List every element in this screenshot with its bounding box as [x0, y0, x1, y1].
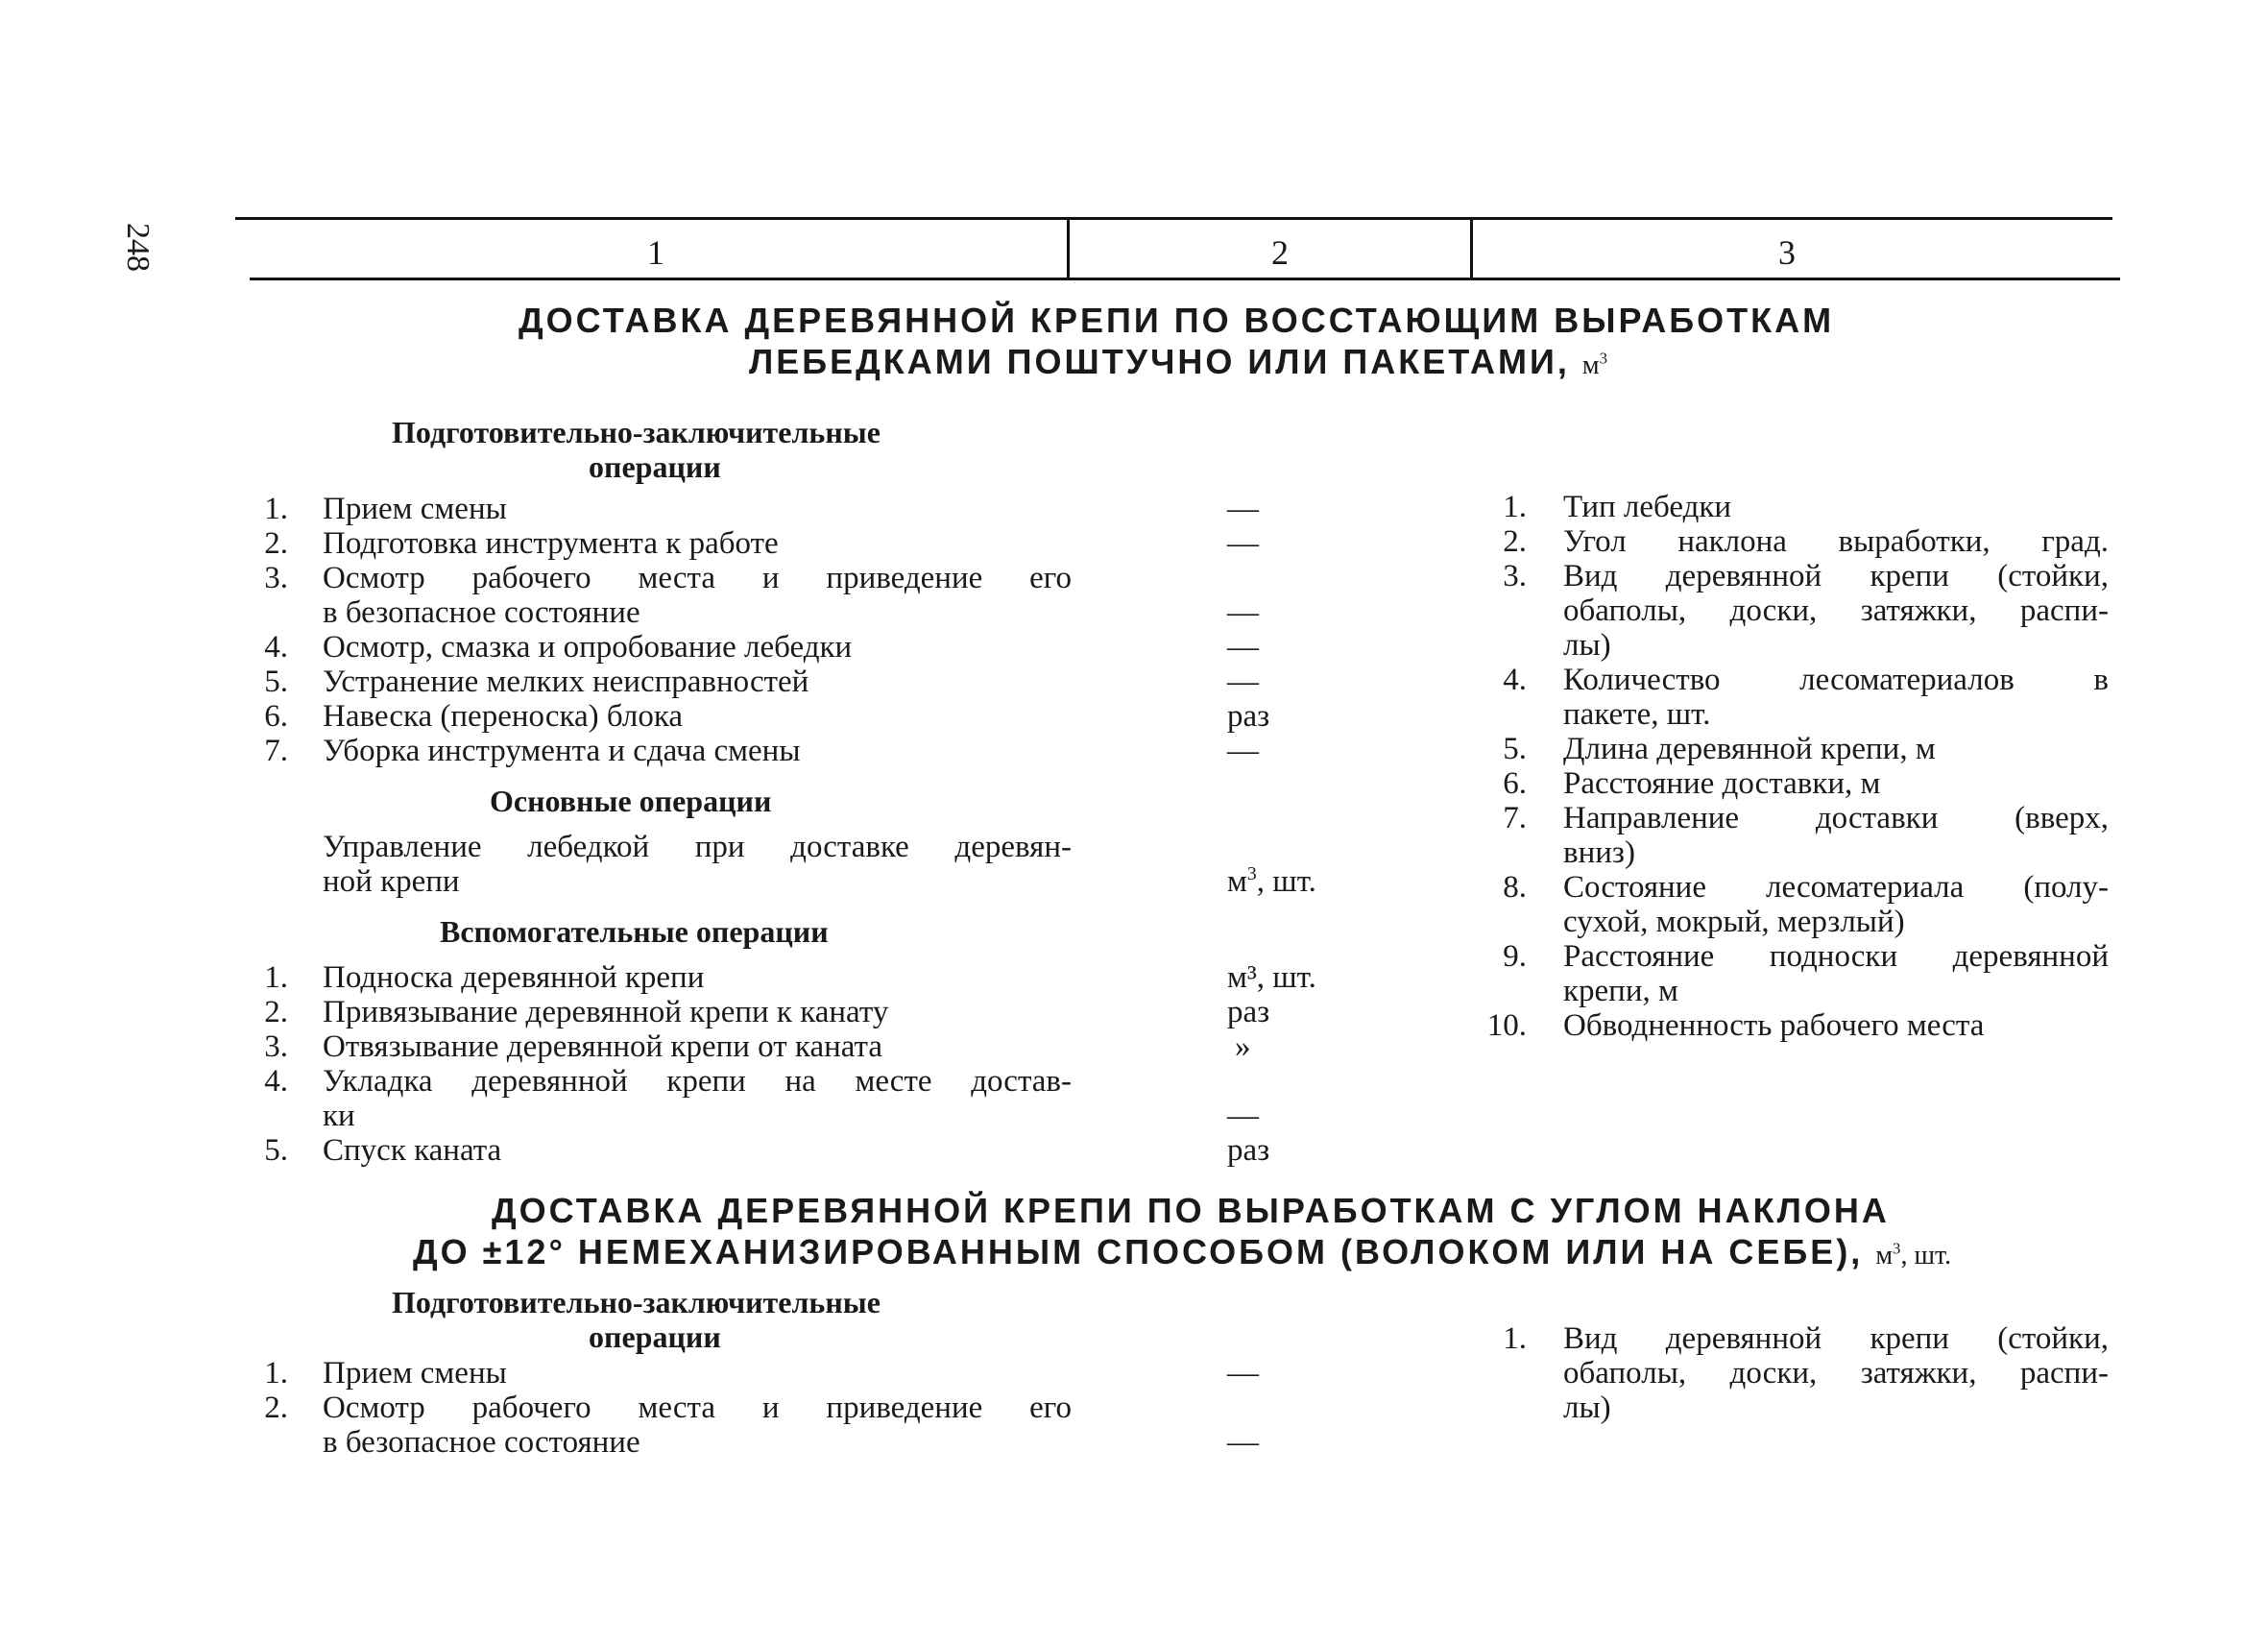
- section1-aux-heading: Вспомогательные операции: [440, 914, 829, 949]
- s1-aux-measure-2: раз: [1227, 995, 1270, 1029]
- s1-main-text-a: Управление лебедкой при доставке деревян-: [323, 830, 1072, 864]
- s1-prep-text-1: Прием смены: [323, 492, 507, 526]
- section2-prep-heading-line1: Подготовительно-заключительные: [392, 1285, 881, 1319]
- s2-factor-num-1: 1.: [1503, 1321, 1527, 1356]
- s1-factor-num-8: 8.: [1503, 870, 1527, 905]
- s1-main-text-b: ной крепи: [323, 864, 460, 899]
- section2-title-unit: $м^3$, шт.: [1875, 1239, 1952, 1270]
- section1-prep-heading-line2: операции: [589, 449, 721, 484]
- column-header-3: 3: [1778, 233, 1796, 272]
- s1-factor-text-4b: пакете, шт.: [1563, 697, 1711, 732]
- column-header-1: 1: [647, 233, 664, 272]
- s1-factor-text-2: Угол наклона выработки, град.: [1563, 524, 2109, 559]
- s2-prep-text-2a: Осмотр рабочего места и приведение его: [323, 1391, 1072, 1425]
- s1-aux-measure-4: —: [1227, 1099, 1259, 1133]
- s1-factor-text-3c: лы): [1563, 628, 1611, 663]
- s1-aux-num-2: 2.: [264, 995, 288, 1029]
- s2-prep-measure-1: —: [1227, 1356, 1259, 1391]
- column-divider-1: [1067, 219, 1070, 278]
- s1-aux-text-1: Подноска деревянной крепи: [323, 960, 705, 995]
- s1-factor-text-8a: Состояние лесоматериала (полу-: [1563, 870, 2109, 905]
- s1-factor-text-8b: сухой, мокрый, мерзлый): [1563, 905, 1905, 939]
- s1-aux-text-3: Отвязывание деревянной крепи от каната: [323, 1029, 883, 1064]
- s1-prep-measure-3: —: [1227, 595, 1259, 630]
- s1-factor-num-4: 4.: [1503, 663, 1527, 697]
- s1-prep-num-3: 3.: [264, 561, 288, 595]
- s1-aux-text-5: Спуск каната: [323, 1133, 502, 1168]
- section1-title-unit: $м^3$: [1581, 349, 1607, 380]
- s1-factor-num-9: 9.: [1503, 939, 1527, 974]
- s1-prep-num-1: 1.: [264, 492, 288, 526]
- s1-factor-num-5: 5.: [1503, 732, 1527, 766]
- section2-prep-heading-line2: операции: [589, 1319, 721, 1354]
- section1-prep-heading-line1: Подготовительно-заключительные: [392, 415, 881, 449]
- s1-prep-text-3b: в безопасное состояние: [323, 595, 640, 630]
- s2-factor-text-1b: обаполы, доски, затяжки, распи-: [1563, 1356, 2109, 1391]
- s1-factor-text-1: Тип лебедки: [1563, 490, 1732, 524]
- s1-factor-text-3a: Вид деревянной крепи (стойки,: [1563, 559, 2109, 593]
- s1-factor-text-4a: Количество лесоматериалов в: [1563, 663, 2109, 697]
- page-number: 248: [120, 223, 156, 272]
- s1-factor-text-7a: Направление доставки (вверх,: [1563, 801, 2109, 835]
- s1-factor-num-1: 1.: [1503, 490, 1527, 524]
- section1-title-line2: [749, 342, 1607, 382]
- s1-aux-num-5: 5.: [264, 1133, 288, 1168]
- s1-factor-text-3b: обаполы, доски, затяжки, распи-: [1563, 593, 2109, 628]
- s1-prep-measure-5: —: [1227, 665, 1259, 699]
- section1-main-heading: Основные операции: [490, 784, 772, 818]
- section1-title-text: ЛЕБЕДКАМИ ПОШТУЧНО ИЛИ ПАКЕТАМИ,: [749, 342, 1570, 381]
- column-header-2: 2: [1271, 233, 1289, 272]
- s1-prep-num-2: 2.: [264, 526, 288, 561]
- s1-factor-num-10: 10.: [1486, 1008, 1527, 1043]
- s1-factor-text-10: Обводненность рабочего места: [1563, 1008, 1985, 1043]
- s1-prep-measure-2: —: [1227, 526, 1259, 561]
- s1-factor-text-9a: Расстояние подноски деревянной: [1563, 939, 2109, 974]
- s2-prep-num-2: 2.: [264, 1391, 288, 1425]
- s1-prep-text-3a: Осмотр рабочего места и приведение его: [323, 561, 1072, 595]
- s1-factor-text-7b: вниз): [1563, 835, 1635, 870]
- header-bottom-rule: [250, 278, 2120, 280]
- s1-aux-num-1: 1.: [264, 960, 288, 995]
- s2-prep-text-2b: в безопасное состояние: [323, 1425, 640, 1460]
- s1-aux-measure-3: »: [1235, 1029, 1251, 1064]
- section2-title-line2: [413, 1232, 1951, 1272]
- s1-aux-text-4b: ки: [323, 1099, 355, 1133]
- s1-factor-num-3: 3.: [1503, 559, 1527, 593]
- s1-aux-text-2: Привязывание деревянной крепи к канату: [323, 995, 889, 1029]
- s1-factor-num-6: 6.: [1503, 766, 1527, 801]
- s2-prep-num-1: 1.: [264, 1356, 288, 1391]
- s2-factor-text-1a: Вид деревянной крепи (стойки,: [1563, 1321, 2109, 1356]
- s1-prep-num-6: 6.: [264, 699, 288, 734]
- s1-prep-text-4: Осмотр, смазка и опробование лебедки: [323, 630, 853, 665]
- s1-prep-measure-7: —: [1227, 734, 1259, 768]
- s1-aux-num-3: 3.: [264, 1029, 288, 1064]
- s1-factor-num-2: 2.: [1503, 524, 1527, 559]
- s1-factor-text-9b: крепи, м: [1563, 974, 1678, 1008]
- s1-aux-num-4: 4.: [264, 1064, 288, 1099]
- s1-prep-num-4: 4.: [264, 630, 288, 665]
- s1-prep-text-6: Навеска (переноска) блока: [323, 699, 684, 734]
- s1-prep-text-5: Устранение мелких неисправностей: [323, 665, 809, 699]
- s1-prep-num-5: 5.: [264, 665, 288, 699]
- s1-factor-text-5: Длина деревянной крепи, м: [1563, 732, 1936, 766]
- s1-aux-measure-1: м³, шт.: [1227, 960, 1316, 995]
- section2-title-text: ДО ±12° НЕМЕХАНИЗИРОВАННЫМ СПОСОБОМ (ВОЛОКОМ ИЛИ НА СЕБЕ),: [413, 1232, 1864, 1271]
- s1-prep-text-7: Уборка инструмента и сдача смены: [323, 734, 801, 768]
- s1-main-measure: $м^3$, шт.: [1227, 863, 1316, 899]
- s2-prep-measure-2: —: [1227, 1425, 1259, 1460]
- s1-prep-text-2: Подготовка инструмента к работе: [323, 526, 779, 561]
- section2-title-line1: ДОСТАВКА ДЕРЕВЯННОЙ КРЕПИ ПО ВЫРАБОТКАМ С УГЛОМ НАКЛОНА: [492, 1191, 1890, 1230]
- s1-factor-num-7: 7.: [1503, 801, 1527, 835]
- section1-title-line1: ДОСТАВКА ДЕРЕВЯННОЙ КРЕПИ ПО ВОССТАЮЩИМ ВЫРАБОТКАМ: [519, 301, 1835, 340]
- s1-aux-measure-5: раз: [1227, 1133, 1270, 1168]
- s2-factor-text-1c: лы): [1563, 1391, 1611, 1425]
- s1-aux-text-4a: Укладка деревянной крепи на месте достав-: [323, 1064, 1072, 1099]
- s1-prep-measure-1: —: [1227, 492, 1259, 526]
- s1-prep-measure-6: раз: [1227, 699, 1270, 734]
- s2-prep-text-1: Прием смены: [323, 1356, 507, 1391]
- s1-prep-measure-4: —: [1227, 630, 1259, 665]
- s1-prep-num-7: 7.: [264, 734, 288, 768]
- column-divider-2: [1470, 219, 1473, 278]
- header-top-rule: [235, 217, 2112, 220]
- s1-factor-text-6: Расстояние доставки, м: [1563, 766, 1881, 801]
